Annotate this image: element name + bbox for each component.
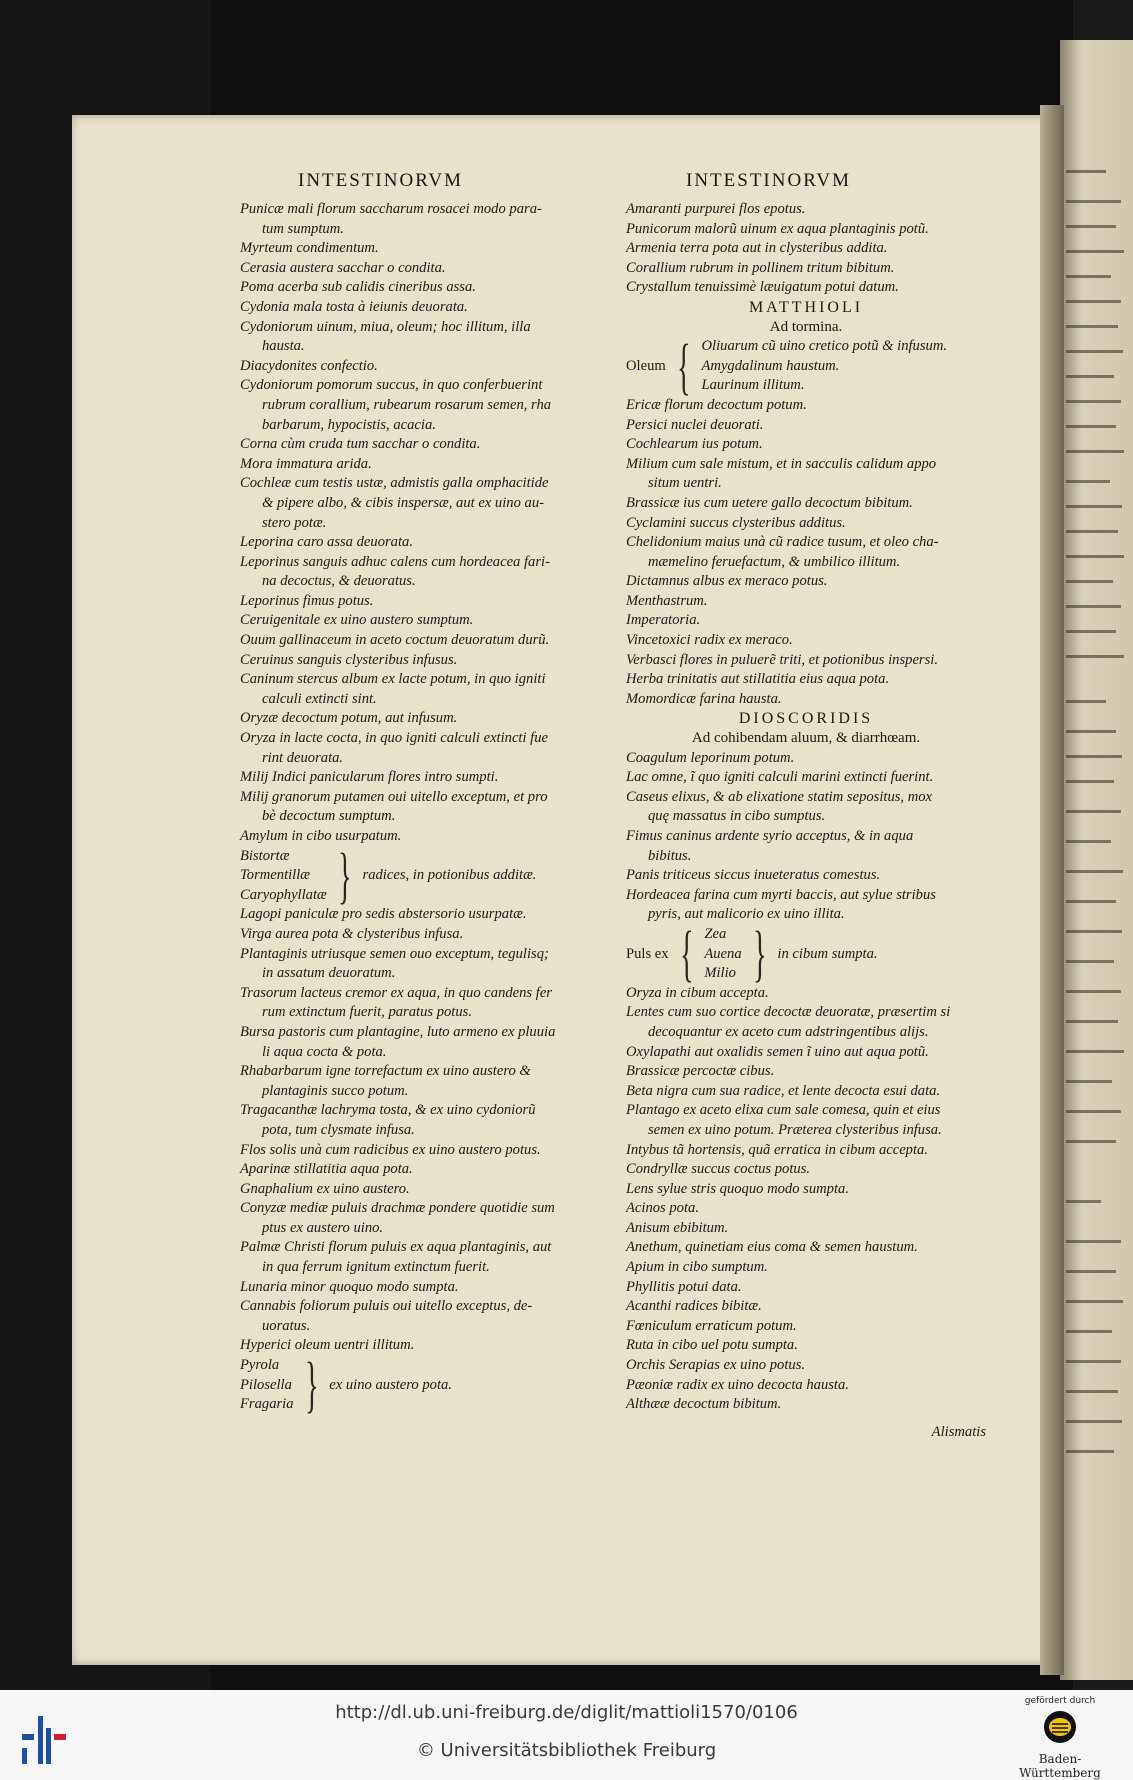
brace-item: Pilosella [240,1376,292,1393]
brace-text: ex uino austero pota. [329,1376,452,1393]
text-line: Milij Indici panicularum flores intro sumpti. [240,769,499,786]
text-line: Oryza in cibum accepta. [626,984,769,1001]
text-line: plantaginis succo potum. [262,1082,409,1099]
right-column [626,200,986,1442]
brace-item: Tormentillæ [240,867,311,884]
funder-caption: gefördert durch [1024,1696,1096,1706]
text-line: Oryzæ decoctum potum, aut infusum. [240,710,458,727]
section-subheading-tormina: Ad tormina. [769,318,843,335]
text-line: Trasorum lacteus cremor ex aqua, in quo candens fer [240,984,552,1001]
right-brace-icon: } [752,920,767,989]
text-line: Condryllæ succus coctus potus. [626,1161,811,1178]
text-line: Ouum gallinaceum in aceto coctum deuoratum durũ. [240,632,550,649]
text-line: bibitus. [648,847,692,864]
text-line: Plantago ex aceto elixa cum sale comesa, quin et eius [626,1102,941,1119]
text-line: bè decoctum sumptum. [262,808,396,825]
left-brace-icon: { [679,920,694,989]
text-line: Brassicæ percoctæ cibus. [626,1063,775,1080]
text-line: Punicæ mali florum saccharum rosacei modo para- [240,201,542,217]
text-line: Anisum ebibitum. [626,1219,729,1236]
text-line: Myrteum condimentum. [240,240,379,257]
brace-item: Oliuarum cũ uino cretico potũ & infusum. [701,338,948,355]
text-line: in assatum deuoratum. [262,965,396,982]
text-line: pota, tum clysmate infusa. [262,1121,415,1138]
text-line: quę massatus in cibo sumptus. [648,808,826,825]
text-line: tum sumptum. [262,220,344,237]
text-line: Momordicæ farina hausta. [626,690,782,707]
funder-name: Baden-Württemberg [1019,1752,1101,1780]
text-line: Ericæ florum decoctum potum. [626,396,807,413]
text-line: Brassicæ ius cum uetere gallo decoctum bibitum. [626,494,913,511]
text-line: situm uentri. [648,475,722,492]
text-line: Orchis Serapias ex uino potus. [626,1357,806,1374]
brace-text: in cibum sumpta. [777,945,878,962]
text-line: Fimus caninus ardente syrio acceptus, & in aqua [626,828,914,844]
text-line: Diacydonites confectio. [240,357,378,374]
text-line: Althææ decoctum bibitum. [626,1396,782,1413]
brace-item: Auena [704,945,742,962]
text-line: Hyperici oleum uentri illitum. [240,1337,415,1354]
text-line: Amaranti purpurei flos epotus. [626,201,806,217]
right-brace-group-1 [626,332,986,401]
text-line: & pipere albo, & cibis inspersæ, aut ex uino au- [262,494,544,511]
copyright-notice: © Universitätsbibliothek Freiburg [416,1740,717,1761]
text-line: Crystallum tenuissimè læuigatum potui datum. [626,279,899,296]
text-line: ptus ex austero uino. [262,1219,384,1236]
text-line: Pæoniæ radix ex uino decocta hausta. [626,1376,849,1393]
text-line: Oxylapathi aut oxalidis semen ĩ uino aut aqua potũ. [626,1043,929,1060]
text-line: decoquantur ex aceto cum adstringentibus alijs. [648,1023,929,1040]
brace-item: Caryophyllatæ [240,886,327,903]
text-line: Anethum, quinetiam eius coma & semen haustum. [626,1239,918,1256]
text-line: li aqua cocta & pota. [262,1043,387,1060]
text-line: Conyzæ mediæ puluis drachmæ pondere quotidie sum [240,1200,555,1217]
text-line: rum extinctum fuerit, paratus potus. [262,1004,472,1021]
brace-item: Pyrola [240,1357,280,1374]
text-line: Lens sylue stris quoquo modo sumpta. [626,1180,849,1197]
running-head-left: INTESTINORVM [298,170,463,191]
text-line: Herba trinitatis aut stillatitia eius aqua pota. [626,671,890,688]
text-line: Ceruinus sanguis clysteribus infusus. [240,651,458,668]
text-line: Bursa pastoris cum plantagine, luto armeno ex pluuia [240,1023,556,1040]
text-line: Persici nuclei deuorati. [626,416,764,433]
page-edge-shadow [1040,105,1064,1675]
text-line: in qua ferrum ignitum extinctum fuerit. [262,1259,490,1276]
text-line: barbarum, hypocistis, acacia. [262,416,436,433]
right-brace-group-2 [626,920,986,989]
text-line: Gnaphalium ex uino austero. [240,1180,410,1197]
text-line: Leporinus sanguis adhuc calens cum hordeacea fari- [240,553,550,570]
text-line: mæmelino feruefactum, & umbilico illitum. [648,553,901,570]
text-line: Apium in cibo sumptum. [626,1259,768,1276]
left-brace-icon: { [676,332,691,401]
text-line: Cyclamini succus clysteribus additus. [626,514,846,531]
text-line: Milij granorum putamen oui uitello exceptum, et pro [240,788,548,805]
text-line: Tragacanthæ lachryma tosta, & ex uino cydoniorũ [240,1102,536,1119]
text-line: Amylum in cibo usurpatum. [240,828,402,844]
text-line: Cydonia mala tosta à ieiunis deuorata. [240,298,468,315]
brace-item: Laurinum illitum. [701,377,805,394]
brace-text: radices, in potionibus additæ. [362,867,537,884]
text-line: Leporinus fimus potus. [240,592,374,609]
text-line: Caseus elixus, & ab elixatione statim sepositus, mox [626,788,933,805]
running-head-right: INTESTINORVM [686,170,851,191]
left-brace-group-1 [240,841,600,910]
text-line: hausta. [262,338,305,355]
section-heading-dioscoridis: DIOSCORIDIS [738,710,874,728]
text-line: Acinos pota. [626,1200,699,1217]
text-line: Armenia terra pota aut in clysteribus addita. [626,240,888,257]
text-line: Lac omne, ĩ quo igniti calculi marini extincti fuerint. [626,769,934,786]
text-line: semen ex uino potum. Præterea clysteribus infusa. [648,1121,942,1138]
text-line: Cydoniorum uinum, miua, oleum; hoc illitum, illa [240,318,531,335]
section-heading-matthioli: MATTHIOLI [748,298,864,316]
brace-label: Puls ex [626,945,669,962]
text-line: Cannabis foliorum puluis oui uitello exceptus, de- [240,1298,533,1315]
text-line: pyris, aut malicorio ex uino illita. [648,906,845,923]
text-line: Cochleæ cum testis ustæ, admistis galla omphacitide [240,475,549,492]
text-line: Corna cùm cruda tum sacchar o condita. [240,436,481,453]
text-line: Cochlearum ius potum. [626,436,763,453]
right-brace-icon: } [304,1351,319,1420]
text-line: Leporina caro assa deuorata. [240,534,413,551]
text-line: Lunaria minor quoquo modo sumpta. [240,1278,459,1295]
text-line: Acanthi radices bibitæ. [626,1298,762,1315]
facing-page [1060,40,1133,1680]
text-line: rint deuorata. [262,749,344,766]
text-line: Corallium rubrum in pollinem tritum bibitum. [626,259,895,276]
text-line: Phyllitis potui data. [626,1278,742,1295]
text-line: stero potæ. [262,514,327,531]
text-line: Panis triticeus siccus inueteratus comestus. [626,867,881,884]
funder-block [1005,1696,1115,1780]
text-line: Cerasia austera sacchar o condita. [240,259,446,276]
brace-item: Fragaria [240,1396,294,1413]
text-line: Beta nigra cum sua radice, et lente decocta esui data. [626,1082,941,1099]
text-line: Flos solis unà cum radicibus ex uino austero potus. [240,1141,541,1158]
text-line: Plantaginis utriusque semen ouo exceptum, tegulisq; [240,945,549,962]
text-line: Imperatoria. [626,612,701,629]
text-line: Lagopi paniculæ pro sedis abstersorio usurpatæ. [240,906,527,923]
text-line: Caninum stercus album ex lacte potum, in quo igniti [240,671,546,688]
text-line: Ruta in cibo uel potu sumpta. [626,1337,798,1354]
brace-item: Zea [704,925,727,942]
text-line: Lentes cum suo cortice decoctæ deuoratæ, præsertim si [626,1004,951,1021]
text-line: Dictamnus albus ex meraco potus. [626,573,828,590]
text-line: Virga aurea pota & clysteribus infusa. [240,925,464,942]
text-line: Poma acerba sub calidis cineribus assa. [240,279,476,296]
section-subheading-aluum: Ad cohibendam aluum, & diarrhœam. [691,730,921,747]
text-line: Aparinæ stillatitia aqua pota. [240,1161,413,1178]
text-line: Verbasci flores in puluerẽ triti, et potionibus inspersi. [626,651,938,668]
right-brace-icon: } [337,841,352,910]
left-column [240,200,600,1420]
text-line: calculi extincti sint. [262,690,377,707]
text-line: Rhabarbarum igne torrefactum ex uino austero & [240,1063,531,1080]
text-line: Ceruigenitale ex uino austero sumptum. [240,612,474,629]
coat-of-arms-icon [1043,1710,1077,1744]
text-line: Cydoniorum pomorum succus, in quo conferbuerint [240,377,543,394]
brace-item: Amygdalinum haustum. [701,357,840,374]
text-line: Oryza in lacte cocta, in quo igniti calculi extincti fue [240,730,549,747]
catchword: Alismatis [931,1423,986,1440]
text-line: Mora immatura arida. [240,455,372,472]
brace-item: Bistortæ [240,847,290,864]
brace-item: Milio [704,965,736,982]
text-line: Coagulum leporinum potum. [626,749,795,766]
brace-label: Oleum [626,357,666,374]
text-line: na decoctus, & deuoratus. [262,573,416,590]
left-brace-group-2 [240,1351,600,1420]
text-line: Fœniculum erraticum potum. [626,1317,797,1334]
viewer-footer [0,1690,1133,1780]
text-line: Punicorum malorũ uinum ex aqua plantaginis potũ. [626,220,929,237]
text-line: Hordeacea farina cum myrti baccis, aut sylue stribus [626,886,936,903]
text-line: Milium cum sale mistum, et in sacculis calidum appo [626,455,937,472]
text-line: Menthastrum. [626,592,708,609]
permalink-url[interactable]: http://dl.ub.uni-freiburg.de/diglit/mattioli1570/0106 [335,1702,798,1723]
text-line: Intybus tã hortensis, quã erratica in cibum accepta. [626,1141,928,1158]
text-line: Chelidonium maius unà cũ radice tusum, et oleo cha- [626,534,939,551]
text-line: rubrum corallium, rubearum rosarum semen, rha [262,396,552,413]
text-line: Vincetoxici radix ex meraco. [626,632,793,649]
text-line: Palmæ Christi florum puluis ex aqua plantaginis, aut [240,1239,552,1256]
text-line: uoratus. [262,1317,311,1334]
